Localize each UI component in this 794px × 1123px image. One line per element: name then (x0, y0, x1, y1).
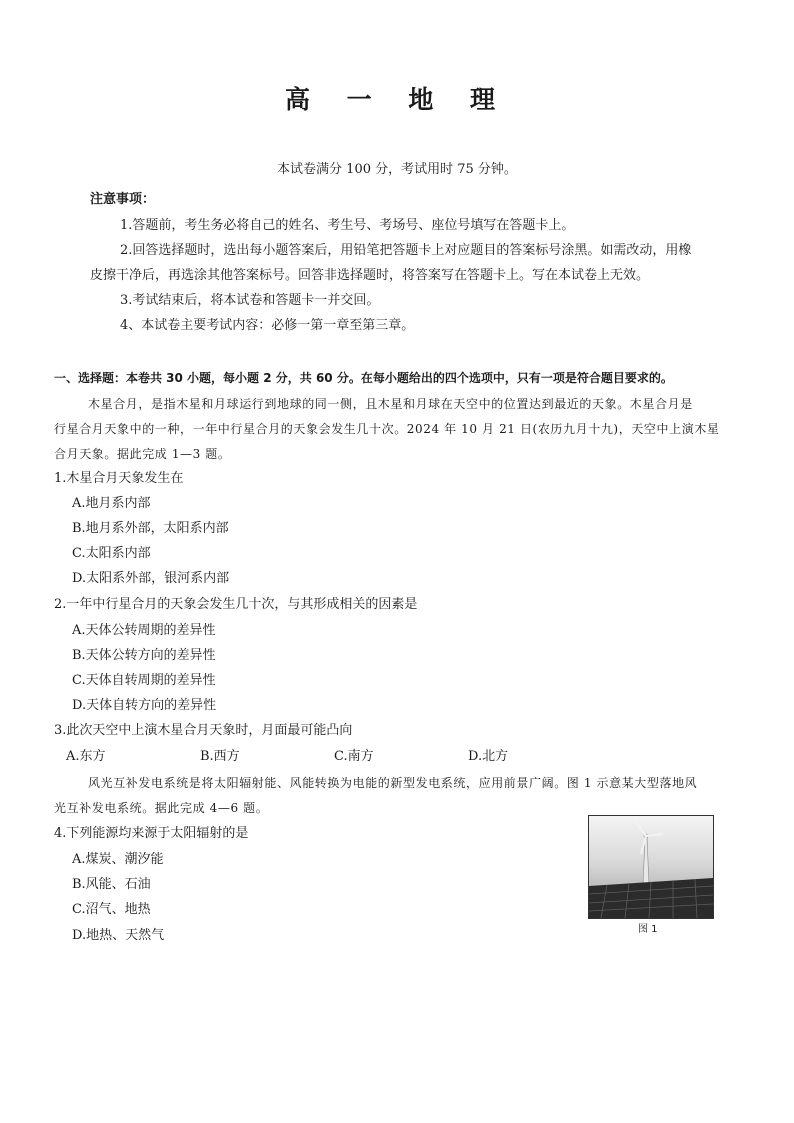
exam-subtitle: 本试卷满分 100 分，考试用时 75 分钟。 (277, 162, 517, 177)
question-3-option-c: C.南方 (334, 749, 374, 764)
passage1-line-1: 木星合月，是指木星和月球运行到地球的同一侧，且木星和月球在天空中的位置达到最近的天象。木星合月是 (88, 397, 693, 411)
notice-item-2: 2.回答选择题时，选出每小题答案后，用铅笔把答题卡上对应题目的答案标号涂黑。如需改动，用橡 (120, 243, 692, 258)
notice-heading: 注意事项： (90, 192, 156, 207)
passage2-line-1: 风光互补发电系统是将太阳辐射能、风能转换为电能的新型发电系统，应用前景广阔。图 1 示意某大型落地风 (88, 776, 698, 790)
question-4-option-d: D.地热、天然气 (72, 928, 165, 943)
question-4-option-b: B.风能、石油 (72, 877, 151, 892)
question-2-stem: 2.一年中行星合月的天象会发生几十次，与其形成相关的因素是 (54, 597, 418, 612)
question-4-stem: 4.下列能源均来源于太阳辐射的是 (54, 826, 249, 841)
notice-item-4: 4、本试卷主要考试内容：必修一第一章至第三章。 (120, 318, 415, 333)
question-1-option-b: B.地月系外部，太阳系内部 (72, 521, 229, 536)
question-2-option-a: A.天体公转周期的差异性 (72, 623, 216, 638)
notice-item-1: 1.答题前，考生务必将自己的姓名、考生号、考场号、座位号填写在答题卡上。 (120, 218, 575, 233)
section-heading: 一、选择题：本卷共 30 小题，每小题 2 分，共 60 分。在每小题给出的四个选项中，只有一项是符合题目要求的。 (54, 371, 673, 385)
notice-item-3: 3.考试结束后，将本试卷和答题卡一并交回。 (120, 293, 380, 308)
figure-caption: 图 1 (638, 924, 658, 935)
notice-item-2-cont: 皮擦干净后，再选涂其他答案标号。回答非选择题时，将答案写在答题卡上。写在本试卷上无效。 (90, 268, 650, 283)
question-3-option-d: D.北方 (468, 749, 509, 764)
question-1-stem: 1.木星合月天象发生在 (54, 471, 184, 486)
figure-wind-solar-system (588, 815, 714, 919)
wind-turbine-solar-panel-illustration (589, 816, 713, 918)
question-2-option-d: D.天体自转方向的差异性 (72, 698, 217, 713)
question-3-option-a: A.东方 (66, 749, 106, 764)
page-title: 高 一 地 理 (284, 85, 510, 114)
question-1-option-c: C.太阳系内部 (72, 546, 151, 561)
question-4-option-a: A.煤炭、潮汐能 (72, 852, 164, 867)
question-2-option-b: B.天体公转方向的差异性 (72, 648, 216, 663)
question-3-option-b: B.西方 (200, 749, 240, 764)
question-3-stem: 3.此次天空中上演木星合月天象时，月面最可能凸向 (54, 723, 353, 738)
question-1-option-d: D.太阳系外部，银河系内部 (72, 571, 230, 586)
passage1-line-2: 行星合月天象中的一种，一年中行星合月的天象会发生几十次。2024 年 10 月 21 日(农历九月十九)，天空中上演木星 (54, 422, 720, 436)
question-2-option-c: C.天体自转周期的差异性 (72, 673, 216, 688)
passage2-line-2: 光互补发电系统。据此完成 4—6 题。 (54, 801, 269, 815)
passage1-line-3: 合月天象。据此完成 1—3 题。 (54, 447, 231, 461)
question-1-option-a: A.地月系内部 (72, 496, 151, 511)
question-4-option-c: C.沼气、地热 (72, 902, 151, 917)
